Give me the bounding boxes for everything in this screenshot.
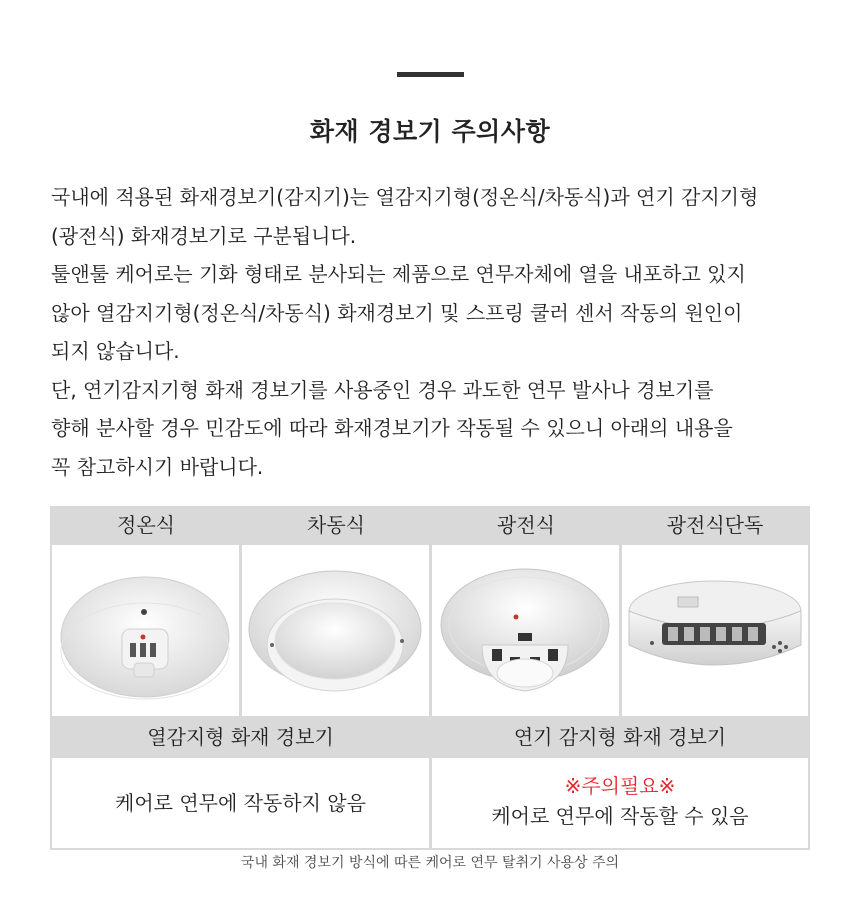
intro-line: 되지 않습니다. — [51, 339, 180, 363]
note-smoke-text: 케어로 연무에 작동할 수 있음 — [491, 804, 749, 828]
intro-line: 국내에 적용된 화재경보기(감지기)는 열감지기형(정온식/차동식)과 연기 감지기형 — [51, 185, 759, 209]
table-caption: 국내 화재 경보기 방식에 따른 케어로 연무 탈취기 사용상 주의 — [240, 855, 620, 871]
intro-text — [51, 178, 821, 486]
intro-line: 향해 분사할 경우 민감도에 따라 화재경보기가 작동될 수 있으니 아래의 내용을 — [51, 416, 733, 440]
caution-label: ※주의필요※ — [564, 774, 676, 798]
group-heat-detector: 열감지형 화재 경보기 — [147, 725, 334, 749]
photoelectric-standalone-detector-image — [622, 545, 808, 716]
intro-line: 않아 열감지기형(정온식/차동식) 화재경보기 및 스프링 쿨러 센서 작동의 원인이 — [51, 300, 743, 325]
intro-line: 꼭 참고하시기 바랍니다. — [51, 454, 264, 479]
header-photoelectric: 광전식 — [497, 513, 555, 537]
note-smoke-detector — [432, 758, 808, 848]
fixed-temperature-detector-image — [52, 545, 239, 716]
page-title: 화재 경보기 주의사항 — [309, 117, 551, 146]
rate-of-rise-detector-image — [242, 545, 429, 716]
title-accent-bar — [397, 72, 464, 77]
intro-line: 단, 연기감지기형 화재 경보기를 사용중인 경우 과도한 연무 발사나 경보기를 — [51, 377, 714, 402]
group-smoke-detector: 연기 감지형 화재 경보기 — [513, 725, 727, 749]
intro-line: (광전식) 화재경보기로 구분됩니다. — [51, 223, 357, 248]
intro-line: 툴앤툴 케어로는 기화 형태로 분사되는 제품으로 연무자체에 열을 내포하고 있지 — [51, 262, 746, 286]
photoelectric-detector-image — [432, 545, 619, 716]
header-fixed-temperature: 정온식 — [117, 513, 175, 537]
note-heat-detector — [52, 758, 429, 848]
header-photoelectric-standalone: 광전식단독 — [666, 513, 764, 537]
note-heat-text: 케어로 연무에 작동하지 않음 — [115, 791, 366, 815]
header-rate-of-rise: 차동식 — [307, 513, 365, 537]
